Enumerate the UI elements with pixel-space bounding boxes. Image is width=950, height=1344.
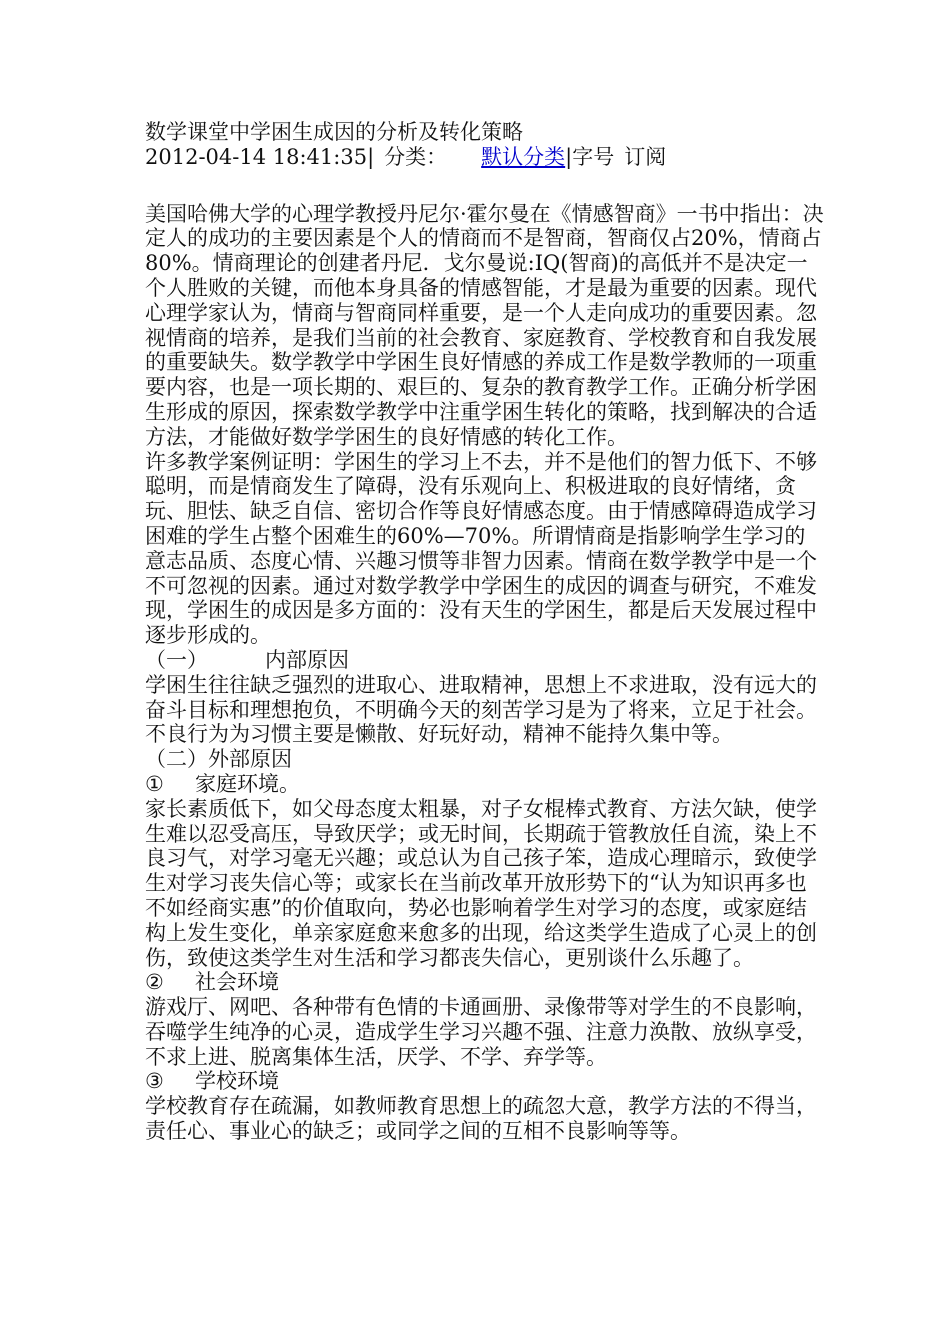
item-family-text: 家庭环境。 bbox=[195, 771, 300, 796]
heading-external: （二）外部原因 bbox=[145, 747, 292, 772]
category-link[interactable]: 默认分类 bbox=[481, 144, 566, 169]
spacer bbox=[145, 170, 825, 202]
item-school-text: 学校环境 bbox=[195, 1069, 279, 1094]
heading-internal-number: （一） bbox=[145, 647, 208, 672]
paragraph-family: 家长素质低下，如父母态度太粗暴，对子女棍棒式教育、方法欠缺，使学生难以忍受高压，导致厌学；或无时间，长期疏于管教放任自流，染上不良习气，对学习毫无兴趣；或总认为自己孩子笨，造成心理暗示，致使学生对学习丧失信心等；或家长在当前改革开放形势下的“认为知识再多也不如经商实惠”的价值取向，势必也影响着学生对学习的态度，或家庭结构上发生变化，单亲家庭愈来愈多的出现，给这类学生造成了心灵上的创伤，致使这类学生对生活和学习都丧失信心，更别谈什么乐趣了。 bbox=[145, 796, 817, 970]
heading-internal-text: 内部原因 bbox=[265, 647, 349, 672]
post-meta bbox=[145, 145, 825, 170]
item-school-number: ③ bbox=[145, 1069, 164, 1094]
document-page bbox=[145, 120, 825, 1144]
document-title: 数学课堂中学困生成因的分析及转化策略 bbox=[145, 120, 523, 144]
font-size-label[interactable]: |字号 bbox=[565, 144, 615, 169]
item-society-number: ② bbox=[145, 970, 164, 995]
paragraph-intro: 美国哈佛大学的心理学教授丹尼尔·霍尔曼在《情感智商》一书中指出：决定人的成功的主要因素是个人的情商而不是智商，智商仅占20%，情商占80%。情商理论的创建者丹尼．戈尔曼说:IQ(智商)的高低并不是决定一个人胜败的关键，而他本身具备的情感智能，才是最为重要的因素。现代心理学家认为，情商与智商同样重要，是一个人走向成功的重要因素。忽视情商的培养，是我们当前的社会教育、家庭教育、学校教育和自我发展的重要缺失。数学教学中学困生良好情感的养成工作是数学教师的一项重要内容，也是一项长期的、艰巨的、复杂的教育教学工作。正确分析学困生形成的原因，探索数学教学中注重学困生转化的策略，找到解决的合适方法，才能做好数学学困生的良好情感的转化工作。 bbox=[145, 201, 824, 449]
item-society-text: 社会环境 bbox=[195, 970, 279, 995]
heading-internal bbox=[145, 648, 825, 673]
category-label: 分类： bbox=[384, 144, 448, 169]
paragraph-school: 学校教育存在疏漏，如教师教育思想上的疏忽大意，教学方法的不得当，责任心、事业心的缺乏；或同学之间的互相不良影响等等。 bbox=[145, 1094, 817, 1144]
paragraph-society: 游戏厅、网吧、各种带有色情的卡通画册、录像带等对学生的不良影响，吞噬学生纯净的心灵，造成学生学习兴趣不强、注意力涣散、放纵享受，不求上进、脱离集体生活，厌学、不学、弃学等。 bbox=[145, 995, 817, 1069]
item-family bbox=[145, 772, 825, 797]
paragraph-cases: 许多教学案例证明：学困生的学习上不去，并不是他们的智力低下、不够聪明，而是情商发生了障碍，没有乐观向上、积极进取的良好情绪，贪玩、胆怯、缺乏自信、密切合作等良好情感态度。由于情感障碍造成学习困难的学生占整个困难生的60%—70%。所谓情商是指影响学生学习的意志品质、态度心情、兴趣习惯等非智力因素。情商在数学教学中是一个不可忽视的因素。通过对数学教学中学困生的成因的调查与研究，不难发现，学困生的成因是多方面的：没有天生的学困生，都是后天发展过程中逐步形成的。 bbox=[145, 449, 817, 648]
item-society bbox=[145, 970, 825, 995]
item-family-number: ① bbox=[145, 771, 164, 796]
subscribe-label[interactable]: 订阅 bbox=[624, 144, 667, 169]
post-datetime: 2012-04-14 18:41:35| bbox=[145, 144, 375, 169]
paragraph-internal: 学困生往往缺乏强烈的进取心、进取精神，思想上不求进取，没有远大的奋斗目标和理想抱负，不明确今天的刻苦学习是为了将来，立足于社会。不良行为为习惯主要是懒散、好玩好动，精神不能持久集中等。 bbox=[145, 672, 817, 747]
item-school bbox=[145, 1069, 825, 1094]
